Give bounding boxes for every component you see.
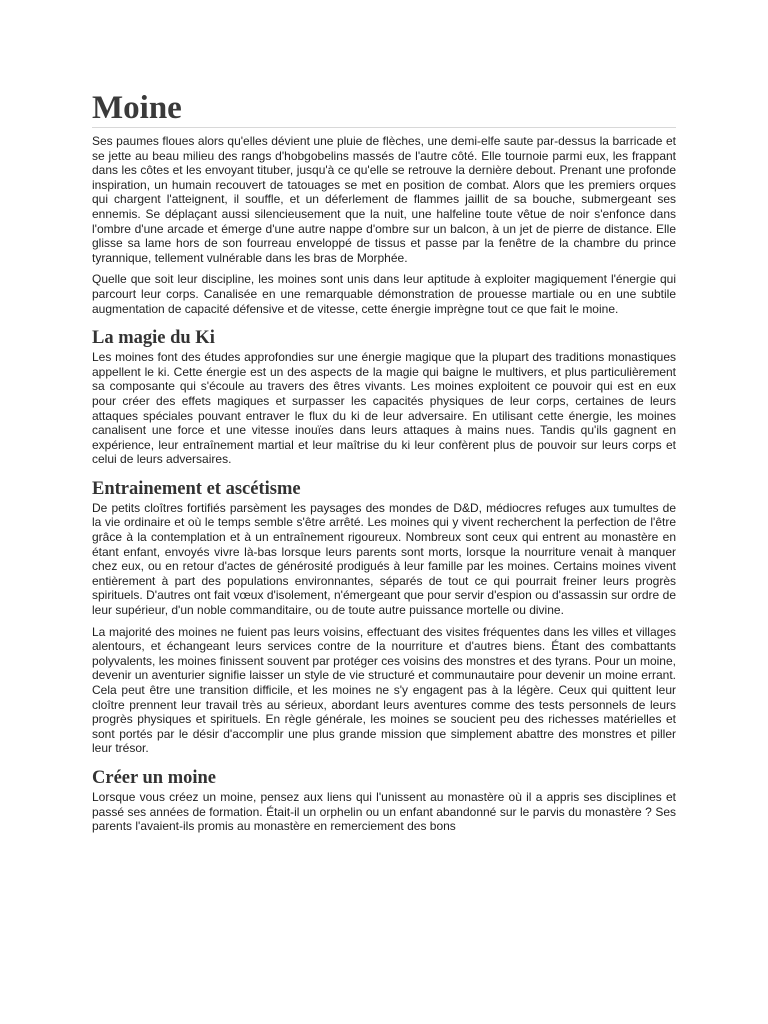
section-heading-creer: Créer un moine	[92, 767, 216, 788]
intro-paragraph: Ses paumes floues alors qu'elles dévient une pluie de flèches, une demi-elfe saute par-dessus la barricade et se jette au beau milieu des rangs d'hobgobelins massés de l'autre côté. Elle tournoie parmi eux, les frappant dans les côtes et les envoyant tituber, jusqu'à ce qu'elle se retrouve la dernière debout. Prenant une profonde inspiration, un humain recouvert de tatouages se met en position de combat. Alors que les premiers orques qui chargent l'atteignent, il souffle, et un déferlement de flammes jaillit de sa bouche, submergeant ses ennemis. Se déplaçant aussi silencieusement que la nuit, une halfeline toute vêtue de noir s'enfonce dans l'ombre d'une arcade et émerge d'une autre nappe d'ombre sur un balcon, à un jet de pierre de distance. Elle glisse sa lame hors de son fourreau enveloppé de tissus et passe par la fenêtre de la chambre du prince tyrannique, tellement vulnérable dans les bras de Morphée.	[92, 134, 676, 265]
section-paragraph: La majorité des moines ne fuient pas leurs voisins, effectuant des visites fréquentes dans les villes et villages alentours, et échangeant leurs services contre de la nourriture et d'autres biens. Étant des combattants polyvalents, les moines finissent souvent par protéger ces voisins des monstres et des tyrans. Pour un moine, devenir un aventurier signifie laisser un style de vie structuré et communautaire pour devenir un moine errant. Cela peut être une transition difficile, et les moines ne s'y engagent pas à la légère. Ceux qui quittent leur cloître prennent leur travail très au sérieux, abordant leurs aventures comme des tests personnels de leurs progrès physiques et spirituels. En règle générale, les moines se soucient peu des richesses matérielles et sont portés par le désir d'accomplir une plus grande mission que simplement abattre des monstres et piller leur trésor.	[92, 624, 676, 756]
section-paragraph: De petits cloîtres fortifiés parsèment les paysages des mondes de D&D, médiocres refuges aux tumultes de la vie ordinaire et où le temps semble s'être arrêté. Les moines qui y vivent recherchent la perfection de l'être grâce à la contemplation et à un entraînement rigoureux. Nombreux sont ceux qui entrent au monastère en étant enfant, envoyés vivre là-bas lorsque leurs parents sont morts, lorsque la nourriture venait à manquer chez eux, ou en retour d'actes de générosité prodigués à leur famille par les moines. Certains moines vivent entièrement à part des populations environnantes, séparés de tout ce qui pourrait freiner leurs progrès spirituels. D'autres ont fait vœux d'isolement, n'émergeant que pour servir d'espion ou d'assassin sur ordre de leur supérieur, d'un noble commanditaire, ou de toute autre puissance mortelle ou divine.	[92, 500, 676, 618]
document-page	[92, 90, 676, 841]
section-heading-ki: La magie du Ki	[92, 328, 215, 349]
section-paragraph: Lorsque vous créez un moine, pensez aux liens qui l'unissent au monastère où il a appris ses disciplines et passé ses années de formation. Était-il un orphelin ou un enfant abandonné sur le parvis du monastère ? Ses parents l'avaient-ils promis au monastère en remerciement des bons	[92, 789, 676, 834]
page-title: Moine	[92, 90, 182, 126]
title-divider	[92, 127, 676, 128]
section-paragraph: Les moines font des études approfondies sur une énergie magique que la plupart des traditions monastiques appellent le ki. Cette énergie est un des aspects de la magie qui baigne le multivers, et plus particulièrement sa composante qui s'écoule au travers des êtres vivants. Les moines exploitent ce pouvoir qui est en eux pour créer des effets magiques et surpasser les capacités physiques de leur corps, certaines de leurs attaques spéciales pouvant entraver le flux du ki de leur adversaire. En utilisant cette énergie, les moines canalisent une force et une vitesse inouïes dans leurs attaques à mains nues. Tandis qu'ils gagnent en expérience, leur entraînement martial et leur maîtrise du ki leur confèrent plus de pouvoir sur leurs corps et celui de leurs adversaires.	[92, 350, 676, 467]
section-heading-entrainement: Entrainement et ascétisme	[92, 478, 301, 499]
intro-paragraph: Quelle que soit leur discipline, les moines sont unis dans leur aptitude à exploiter magiquement l'énergie qui parcourt leur corps. Canalisée en une remarquable démonstration de prouesse martiale ou en une subtile augmentation de capacité défensive et de vitesse, cette énergie imprègne tout ce que fait le moine.	[92, 272, 676, 316]
